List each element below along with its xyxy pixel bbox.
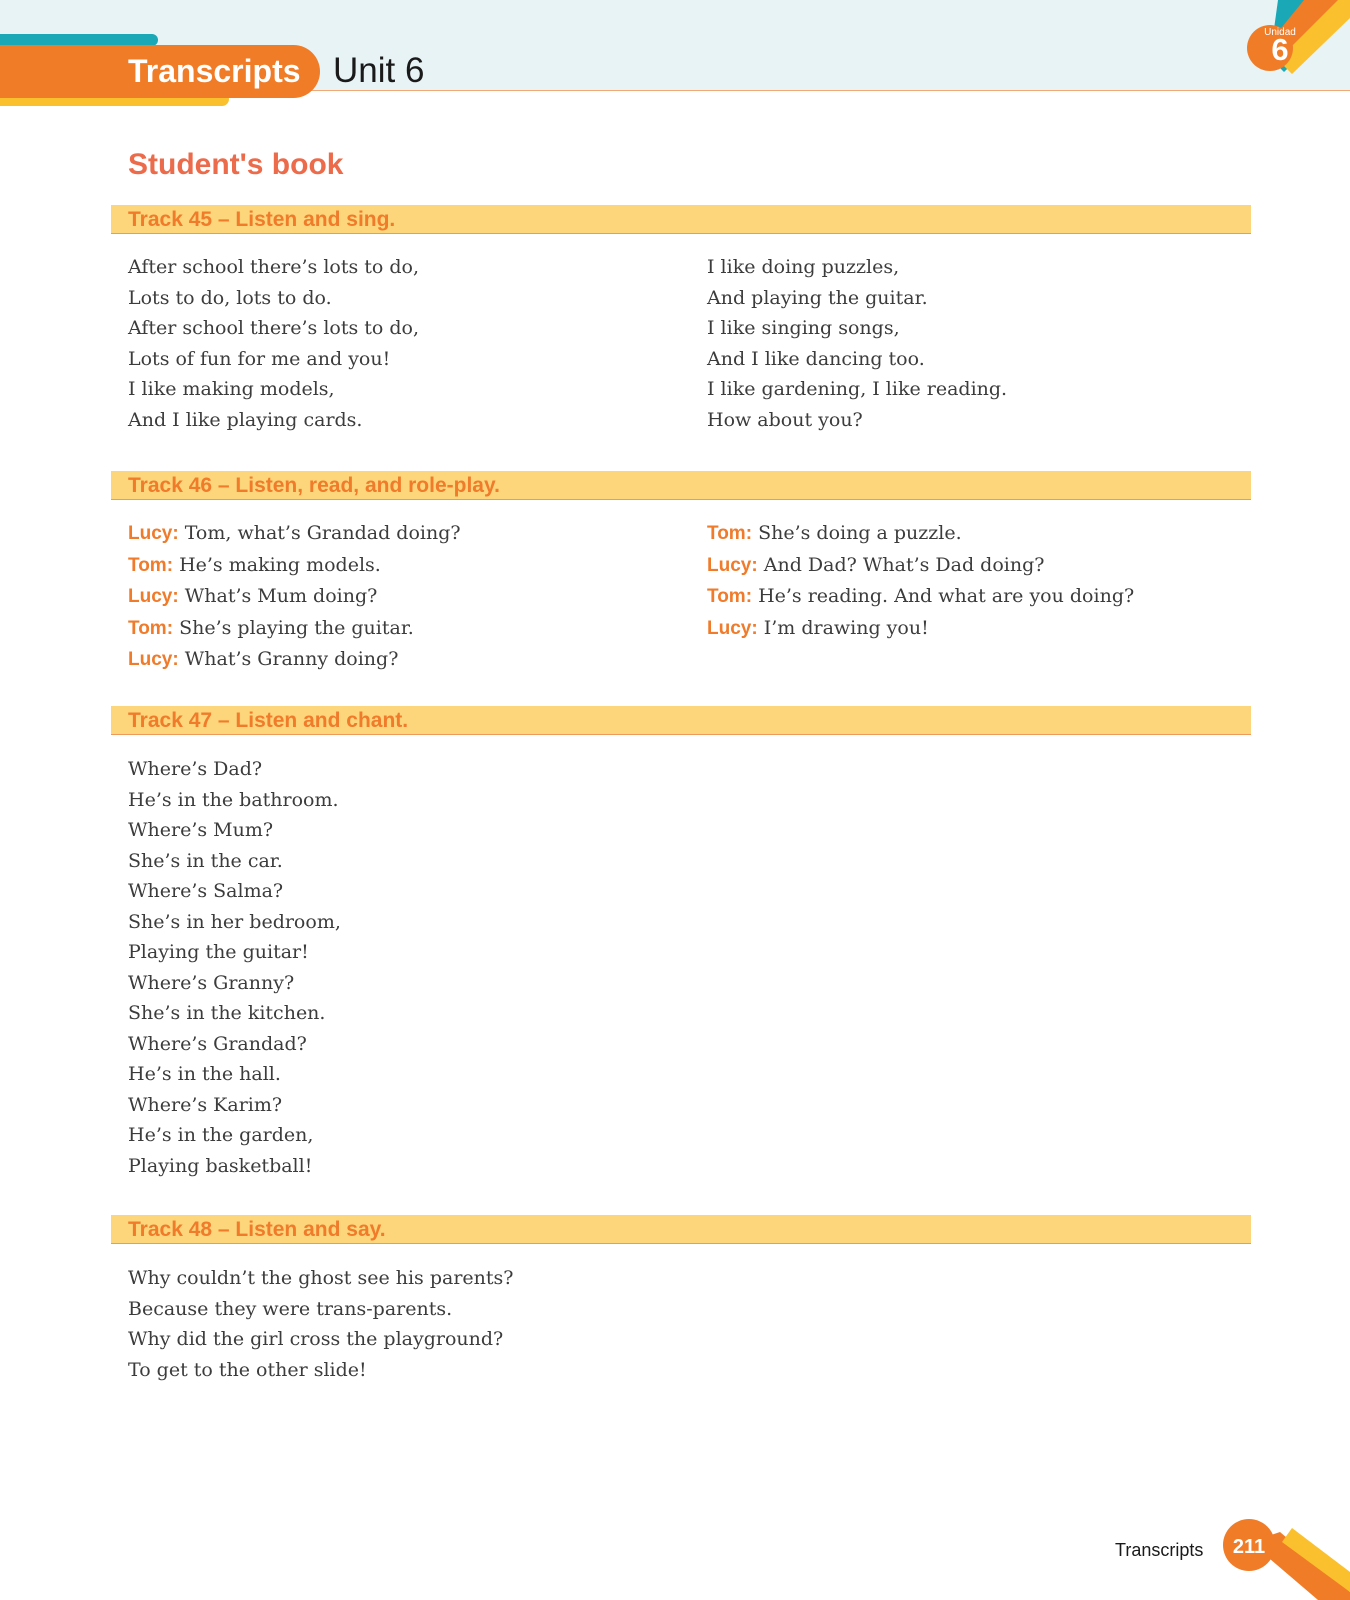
track-46-right-column: [707, 518, 1134, 644]
speaker-name: Tom:: [707, 523, 753, 544]
chant-line: Where’s Mum?: [128, 819, 274, 841]
dialogue-line: [128, 613, 461, 645]
track-47-column: [128, 754, 341, 1181]
chant-line: He’s in the hall.: [128, 1063, 281, 1085]
track-48-column: [128, 1263, 513, 1385]
chant-line: Where’s Granny?: [128, 971, 295, 994]
track-45-left-column: [128, 252, 419, 435]
speaker-name: Lucy:: [128, 649, 179, 670]
dialogue-line: [128, 518, 461, 550]
track-46-title: Track 46 – Listen, read, and role-play.: [128, 474, 500, 497]
chant-line: Playing the guitar!: [128, 941, 309, 963]
dialogue-text: What’s Granny doing?: [184, 648, 399, 670]
joke-line: Because they were trans-parents.: [128, 1297, 453, 1320]
dialogue-text: What’s Mum doing?: [184, 585, 378, 607]
header-unit: Unit 6: [333, 51, 425, 90]
lyric-line: Lots to do, lots to do.: [128, 286, 332, 309]
dialogue-text: She’s doing a puzzle.: [758, 522, 962, 544]
speaker-name: Tom:: [128, 617, 174, 639]
lyric-line: After school there’s lots to do,: [128, 256, 420, 278]
chant-line: She’s in the car.: [128, 849, 283, 872]
speaker-name: Lucy:: [707, 554, 758, 576]
lyric-line: And I like playing cards.: [128, 408, 363, 431]
unit-badge-label: Unidad: [1264, 27, 1296, 38]
track-45-header: [111, 205, 1251, 234]
chant-line: Where’s Dad?: [128, 758, 263, 780]
speaker-name: Lucy:: [707, 617, 758, 639]
lyric-line: I like doing puzzles,: [707, 256, 900, 278]
track-48-title: Track 48 – Listen and say.: [128, 1218, 386, 1241]
dialogue-text: He’s making models.: [179, 553, 381, 576]
lyric-line: And I like dancing too.: [707, 347, 925, 370]
section-title: Student's book: [128, 148, 344, 181]
dialogue-text: She’s playing the guitar.: [179, 616, 414, 639]
lyric-line: How about you?: [707, 408, 863, 431]
track-47-header: [111, 706, 1251, 735]
lyric-line: Lots of fun for me and you!: [128, 347, 391, 370]
lyric-line: I like gardening, I like reading.: [707, 378, 1008, 400]
chant-line: She’s in the kitchen.: [128, 1002, 326, 1024]
dialogue-line: [707, 550, 1134, 582]
dialogue-text: And Dad? What’s Dad doing?: [763, 553, 1045, 576]
track-47-title: Track 47 – Listen and chant.: [128, 709, 409, 732]
speaker-name: Tom:: [707, 586, 753, 607]
track-46-left-column: [128, 518, 461, 676]
lyric-line: I like making models,: [128, 378, 335, 400]
unit-badge-number: 6: [1271, 32, 1289, 67]
header-title: Transcripts: [128, 53, 301, 89]
lyric-line: I like singing songs,: [707, 317, 900, 339]
speaker-name: Lucy:: [128, 523, 179, 544]
chant-line: She’s in her bedroom,: [128, 910, 341, 933]
lyric-line: And playing the guitar.: [707, 286, 928, 309]
joke-line: Why did the girl cross the playground?: [128, 1328, 504, 1350]
lyric-line: After school there’s lots to do,: [128, 317, 420, 339]
track-46-header: [111, 471, 1251, 500]
dialogue-line: [707, 581, 1134, 613]
chant-line: Where’s Salma?: [128, 880, 284, 902]
joke-line: Why couldn’t the ghost see his parents?: [128, 1267, 514, 1289]
dialogue-text: Tom, what’s Grandad doing?: [184, 522, 461, 544]
track-45-title: Track 45 – Listen and sing.: [128, 208, 396, 231]
dialogue-text: I’m drawing you!: [763, 616, 929, 639]
footer-label: Transcripts: [1115, 1540, 1204, 1560]
dialogue-line: [128, 581, 461, 613]
joke-line: To get to the other slide!: [128, 1358, 367, 1381]
page-number: 211: [1232, 1536, 1266, 1558]
dialogue-text: He’s reading. And what are you doing?: [758, 585, 1135, 607]
dialogue-line: [707, 613, 1134, 645]
chant-line: He’s in the garden,: [128, 1124, 314, 1146]
track-45-right-column: [707, 252, 1007, 435]
track-48-header: [111, 1215, 1251, 1244]
speaker-name: Lucy:: [128, 586, 179, 607]
speaker-name: Tom:: [128, 554, 174, 576]
chant-line: Where’s Karim?: [128, 1093, 283, 1116]
chant-line: Where’s Grandad?: [128, 1032, 307, 1055]
dialogue-line: [707, 518, 1134, 550]
chant-line: Playing basketball!: [128, 1154, 313, 1177]
dialogue-line: [128, 550, 461, 582]
chant-line: He’s in the bathroom.: [128, 788, 339, 811]
dialogue-line: [128, 644, 461, 676]
